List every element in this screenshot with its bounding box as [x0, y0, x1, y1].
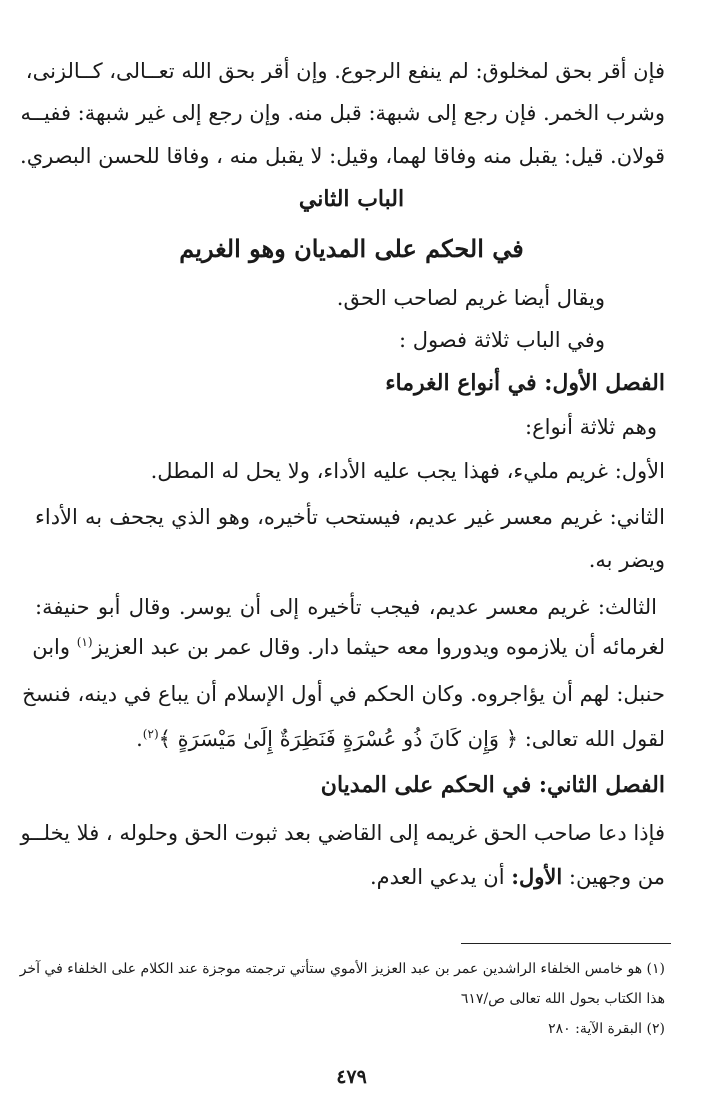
quran-verse: ﴿ وَإِن كَانَ ذُو عُسْرَةٍ فَنَظِرَةٌ إِلَىٰ مَيْسَرَةٍ ﴾	[158, 727, 519, 751]
footnote-2-mark: (٢)	[646, 1021, 665, 1037]
section1-title: الفصل الأول: في أنواع الغرماء	[385, 370, 665, 396]
section1-line-2: الأول: غريم مليء، فهذا يجب عليه الأداء، ولا يحل له المطل.	[150, 459, 665, 483]
third-type-line-3: حنبل: لهم أن يؤاجروه. وكان الحكم في أول الإسلام أن يباع في دينه، فنسخ	[22, 682, 665, 706]
chapter-subtitle: في الحكم على المديان وهو الغريم	[179, 234, 524, 263]
footnote-1-line-1	[19, 958, 665, 980]
section2-line-1: فإذا دعا صاحب الحق غريمه إلى القاضي بعد ثبوت الحق وحلوله ، فلا يخلــو	[20, 821, 665, 845]
section1-line-1: وهم ثلاثة أنواع:	[525, 415, 657, 439]
body-line-2: وشرب الخمر. فإن رجع إلى شبهة: قبل منه. وإن رجع إلى غير شبهة: ففيــه	[20, 101, 665, 125]
section2-line-2-end: أن يدعي العدم.	[369, 865, 512, 889]
footnote-ref-1: (١)	[76, 635, 93, 649]
third-type-line-2	[32, 632, 665, 662]
chapter-title: الباب الثاني	[298, 186, 405, 212]
footnote-separator	[461, 943, 671, 944]
third-type-line-4	[35, 724, 665, 754]
body-line-1: فإن أقر بحق لمخلوق: لم ينفع الرجوع. وإن أقر بحق الله تعــالى، كــالزنى،	[25, 59, 665, 83]
body-line-3: قولان. قيل: يقبل منه وفاقا لهما، وقيل: لا يقبل منه ، وفاقا للحسن البصري.	[20, 144, 665, 168]
quran-end: .	[136, 727, 143, 751]
footnote-1-mark: (١)	[646, 961, 665, 977]
section2-title: الفصل الثاني: في الحكم على المديان	[320, 772, 665, 798]
footnote-1-line-2: هذا الكتاب بحول الله تعالى ص/٦١٧	[460, 991, 665, 1007]
intro-line-1: ويقال أيضا غريم لصاحب الحق.	[336, 286, 605, 310]
footnote-2-text: البقرة الآية: ٢٨٠	[548, 1021, 647, 1037]
section2-line-2-text: من وجهين:	[562, 865, 665, 889]
footnote-1-text: هو خامس الخلفاء الراشدين عمر بن عبد العزيز الأموي ستأتي ترجمته موجزة عند الكلام على الخلفاء في آخر	[19, 961, 647, 977]
intro-line-2: وفي الباب ثلاثة فصول :	[398, 328, 605, 352]
section1-line-4: ويضر به.	[588, 548, 665, 572]
footnote-2	[35, 1018, 665, 1040]
section2-line-2	[35, 862, 665, 892]
section2-first-label: الأول:	[511, 864, 563, 889]
third-type-line-1: الثالث: غريم معسر عديم، فيجب تأخيره إلى أن يوسر. وقال أبو حنيفة:	[35, 595, 657, 619]
third-type-line-2-text: لغرمائه أن يلازموه ويدوروا معه حيثما دار. وقال عمر بن عبد العزيز	[92, 635, 665, 659]
page-number: ٤٧٩	[336, 1066, 367, 1088]
third-type-line-2-end: وابن	[32, 635, 77, 659]
quran-intro: لقول الله تعالى:	[518, 727, 665, 751]
section1-line-3: الثاني: غريم معسر غير عديم، فيستحب تأخيره، وهو الذي يجحف به الأداء	[35, 505, 665, 529]
footnote-ref-2: (٢)	[142, 727, 159, 741]
